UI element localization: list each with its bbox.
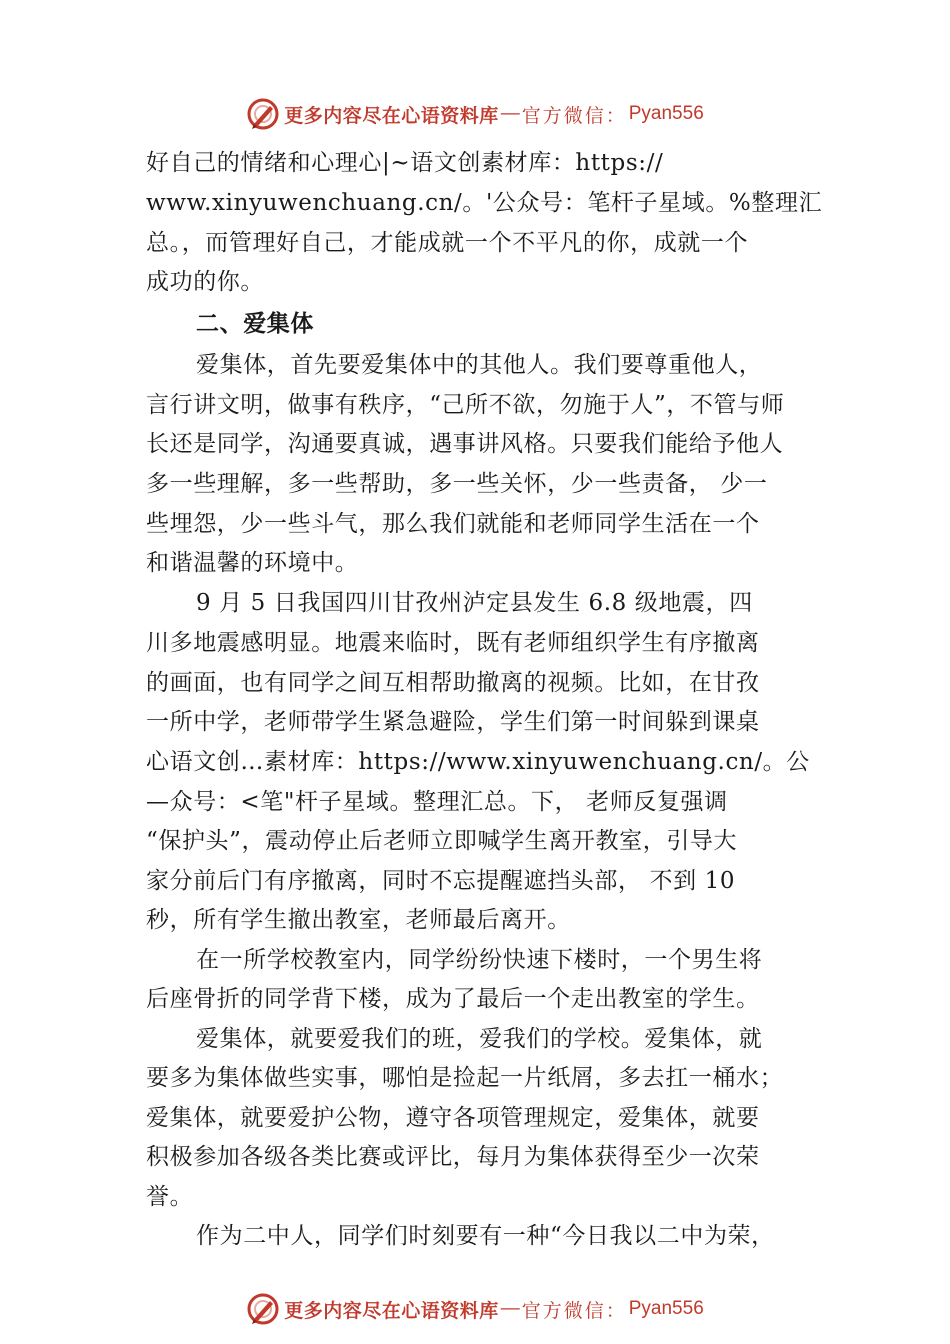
footer-wechat-label: 官方微信： [521,1299,627,1322]
text-line: 言行讲文明，做事有秩序，“己所不欲，勿施于人”，不管与师 [146,392,785,418]
text-line: 要多为集体做些实事，哪怕是捡起一片纸屑，多去扛一桶水； [146,1065,784,1091]
footer-banner [0,1289,950,1329]
text-line: 总。，而管理好自己，才能成就一个不平凡的你，成就一个 [146,230,749,256]
text-line: 爱集体，首先要爱集体中的其他人。我们要尊重他人， [196,352,763,378]
text-line: 的画面，也有同学之间互相帮助撤离的视频。比如，在甘孜 [146,670,760,696]
header-site-name: 更多内容尽在心语资料库 [284,104,499,127]
text-line: 作为二中人，同学们时刻要有一种“今日我以二中为荣， [196,1223,775,1249]
text-line: 9 月 5 日我国四川甘孜州泸定县发生 6.8 级地震，四 [196,590,753,616]
header-banner [0,94,950,134]
text-line: 爱集体，就要爱我们的班，爱我们的学校。爱集体，就 [196,1026,763,1052]
text-line: 积极参加各级各类比赛或评比，每月为集体获得至少一次荣 [146,1144,760,1170]
text-line: 和谐温馨的环境中。 [146,550,359,576]
document-body [146,148,823,1273]
text-line: —众号：<笔"杆子星域。整理汇总。下， 老师反复强调 [146,789,728,815]
text-line: 爱集体，就要爱护公物，遵守各项管理规定，爱集体，就要 [146,1105,760,1131]
footer-site-name: 更多内容尽在心语资料库 [284,1299,499,1322]
text-line: www.xinyuwenchuang.cn/。'公众号：笔杆子星域。%整理汇 [146,190,823,216]
text-line: 好自己的情绪和心理心|~语文创素材库：https:// [146,150,664,176]
text-line: 多一些理解，多一些帮助，多一些关怀，少一些责备， 少一 [146,471,768,497]
text-line: 些埋怨，少一些斗气，那么我们就能和老师同学生活在一个 [146,511,760,537]
footer-wechat-id: Pyan556 [628,1298,704,1319]
pen-logo-icon [246,97,280,131]
text-line: 后座骨折的同学背下楼，成为了最后一个走出教室的学生。 [146,986,760,1012]
text-line: 在一所学校教室内，同学纷纷快速下楼时，一个男生将 [196,947,763,973]
header-separator: — [500,103,520,124]
text-line: “保护头”，震动停止后老师立即喊学生离开教室，引导大 [146,828,738,854]
text-line: 秒，所有学生撤出教室，老师最后离开。 [146,907,571,933]
text-line: 心语文创…素材库：https://www.xinyuwenchuang.cn/。公 [146,749,810,775]
text-line: 家分前后门有序撤离，同时不忘提醒遮挡头部， 不到 10 [146,868,736,894]
text-line: 一所中学，老师带学生紧急避险，学生们第一时间躲到课桌 [146,709,760,735]
text-line: 长还是同学，沟通要真诚，遇事讲风格。只要我们能给予他人 [146,431,784,457]
footer-separator: — [500,1298,520,1319]
header-wechat-id: Pyan556 [628,103,704,124]
header-wechat-label: 官方微信： [521,104,627,127]
pen-logo-icon [246,1292,280,1326]
text-line: 成功的你。 [146,269,264,295]
text-line: 川多地震感明显。地震来临时，既有老师组织学生有序撤离 [146,630,760,656]
text-line: 誉。 [146,1184,194,1210]
section-heading: 二、爱集体 [196,310,314,337]
